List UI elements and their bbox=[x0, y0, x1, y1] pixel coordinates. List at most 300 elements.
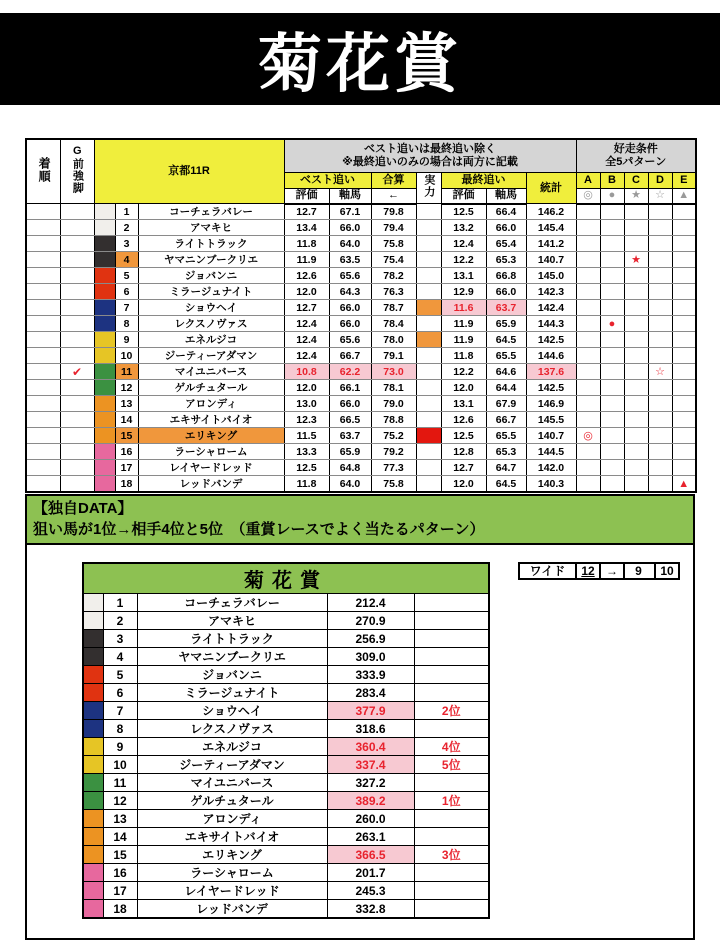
final-axis-value: 64.6 bbox=[486, 364, 526, 380]
col-header-cond-a: A bbox=[576, 173, 600, 189]
g-mae-cell bbox=[60, 220, 94, 236]
condition-mark-cell-d bbox=[648, 268, 672, 284]
horse-number: 10 bbox=[103, 756, 137, 774]
condition-mark-cell-b bbox=[600, 284, 624, 300]
horse-name: アマキヒ bbox=[138, 220, 284, 236]
power-flag-cell bbox=[416, 236, 441, 252]
final-axis-value: 66.0 bbox=[486, 220, 526, 236]
finish-order-cell bbox=[26, 460, 60, 476]
condition-mark-cell-d bbox=[648, 380, 672, 396]
frame-color-swatch bbox=[94, 220, 115, 236]
data-value: 333.9 bbox=[327, 666, 414, 684]
finish-order-cell bbox=[26, 220, 60, 236]
horse-number: 5 bbox=[103, 666, 137, 684]
best-axis-value: 62.2 bbox=[329, 364, 371, 380]
best-axis-value: 65.6 bbox=[329, 268, 371, 284]
horse-number: 13 bbox=[115, 396, 138, 412]
horse-row bbox=[26, 444, 696, 460]
finish-order-cell bbox=[26, 380, 60, 396]
best-axis-value: 66.0 bbox=[329, 316, 371, 332]
power-flag-cell bbox=[416, 204, 441, 220]
best-eval-value: 12.0 bbox=[284, 284, 329, 300]
horse-number: 15 bbox=[103, 846, 137, 864]
frame-color-swatch bbox=[83, 864, 103, 882]
final-axis-value: 65.5 bbox=[486, 348, 526, 364]
final-eval-value: 12.7 bbox=[441, 460, 486, 476]
cond-symbol-c: ★ bbox=[624, 189, 648, 204]
horse-number: 7 bbox=[103, 702, 137, 720]
condition-mark-cell-b bbox=[600, 364, 624, 380]
condition-mark-cell-c bbox=[624, 252, 648, 268]
horse-number: 16 bbox=[103, 864, 137, 882]
g-mae-cell bbox=[60, 428, 94, 444]
condition-mark-cell-e bbox=[672, 476, 696, 493]
condition-mark-cell-b bbox=[600, 332, 624, 348]
condition-mark-cell-d bbox=[648, 476, 672, 493]
condition-mark-cell-c bbox=[624, 236, 648, 252]
condition-mark-cell-c bbox=[624, 316, 648, 332]
rank-label bbox=[414, 684, 489, 702]
frame-color-swatch bbox=[94, 316, 115, 332]
horse-name: ジーティーアダマン bbox=[138, 348, 284, 364]
wide-bet-box bbox=[518, 562, 680, 580]
wide-from-number: 12 bbox=[575, 562, 601, 580]
frame-color-swatch bbox=[94, 412, 115, 428]
horse-number: 9 bbox=[115, 332, 138, 348]
g-mae-cell bbox=[60, 396, 94, 412]
data-table-body bbox=[83, 594, 489, 919]
power-flag-cell bbox=[416, 332, 441, 348]
horse-number: 16 bbox=[115, 444, 138, 460]
cond-symbol-b: ● bbox=[600, 189, 624, 204]
frame-color-swatch bbox=[83, 666, 103, 684]
horse-name: ゲルチュタール bbox=[138, 380, 284, 396]
original-data-header bbox=[27, 496, 693, 545]
condition-line1: 好走条件 bbox=[613, 143, 658, 156]
final-axis-value: 65.5 bbox=[486, 428, 526, 444]
best-eval-value: 12.4 bbox=[284, 332, 329, 348]
final-axis-value: 64.5 bbox=[486, 332, 526, 348]
main-analysis-table bbox=[25, 138, 697, 493]
original-data-subtitle: 狙い馬が1位→相手4位と5位 （重賞レースでよく当たるパターン） bbox=[33, 521, 485, 538]
rank-label bbox=[414, 774, 489, 792]
col-header-final-eval: 評価 bbox=[441, 189, 486, 204]
frame-color-swatch bbox=[83, 900, 103, 919]
condition-mark-cell-b bbox=[600, 268, 624, 284]
original-data-title: 【独自DATA】 bbox=[33, 500, 133, 517]
horse-row bbox=[26, 252, 696, 268]
horse-number: 18 bbox=[103, 900, 137, 919]
horse-number: 14 bbox=[103, 828, 137, 846]
stats-value: 144.6 bbox=[526, 348, 576, 364]
best-axis-value: 66.1 bbox=[329, 380, 371, 396]
horse-row bbox=[26, 204, 696, 220]
horse-name: エネルジコ bbox=[137, 738, 327, 756]
rank-label: 1位 bbox=[414, 792, 489, 810]
finish-order-cell bbox=[26, 364, 60, 380]
condition-mark-cell-a bbox=[576, 412, 600, 428]
sum-value: 78.7 bbox=[371, 300, 416, 316]
stats-value: 142.4 bbox=[526, 300, 576, 316]
condition-mark-cell-e bbox=[672, 204, 696, 220]
condition-mark-cell-d bbox=[648, 332, 672, 348]
power-flag-cell bbox=[416, 252, 441, 268]
g-mae-cell bbox=[60, 300, 94, 316]
best-eval-value: 13.4 bbox=[284, 220, 329, 236]
horse-name: ショウヘイ bbox=[138, 300, 284, 316]
horse-number: 17 bbox=[115, 460, 138, 476]
best-axis-value: 63.5 bbox=[329, 252, 371, 268]
col-header-finish-order: 着順 bbox=[26, 139, 60, 204]
condition-mark-cell-e bbox=[672, 284, 696, 300]
frame-color-swatch bbox=[94, 364, 115, 380]
final-eval-value: 11.6 bbox=[441, 300, 486, 316]
condition-mark-cell-d bbox=[648, 284, 672, 300]
rank-label bbox=[414, 648, 489, 666]
horse-name: レクスノヴァス bbox=[137, 720, 327, 738]
data-table-title: 菊花賞 bbox=[83, 563, 489, 594]
g-mae-cell bbox=[60, 316, 94, 332]
condition-mark-cell-c bbox=[624, 444, 648, 460]
condition-mark-cell-d bbox=[648, 204, 672, 220]
horse-name: ヤマニンブークリエ bbox=[138, 252, 284, 268]
horse-name: ジョバンニ bbox=[138, 268, 284, 284]
horse-number: 2 bbox=[103, 612, 137, 630]
rank-label bbox=[414, 720, 489, 738]
frame-color-swatch bbox=[83, 720, 103, 738]
col-header-final-axis: 軸馬 bbox=[486, 189, 526, 204]
horse-row bbox=[26, 332, 696, 348]
data-row bbox=[83, 630, 489, 648]
g-mae-cell bbox=[60, 380, 94, 396]
col-header-stats: 統計 bbox=[526, 173, 576, 204]
final-eval-value: 12.8 bbox=[441, 444, 486, 460]
condition-mark-cell-d bbox=[648, 428, 672, 444]
sum-value: 75.8 bbox=[371, 476, 416, 493]
data-row bbox=[83, 612, 489, 630]
horse-number: 11 bbox=[103, 774, 137, 792]
final-eval-value: 12.2 bbox=[441, 252, 486, 268]
condition-mark-cell-c bbox=[624, 332, 648, 348]
horse-number: 7 bbox=[115, 300, 138, 316]
best-eval-value: 11.5 bbox=[284, 428, 329, 444]
best-eval-value: 12.3 bbox=[284, 412, 329, 428]
frame-color-swatch bbox=[83, 792, 103, 810]
condition-mark-cell-a bbox=[576, 460, 600, 476]
frame-color-swatch bbox=[83, 612, 103, 630]
horse-row bbox=[26, 348, 696, 364]
final-eval-value: 12.9 bbox=[441, 284, 486, 300]
data-row bbox=[83, 666, 489, 684]
best-axis-value: 64.0 bbox=[329, 476, 371, 493]
final-eval-value: 12.2 bbox=[441, 364, 486, 380]
frame-color-swatch bbox=[94, 332, 115, 348]
horse-name: エリキング bbox=[137, 846, 327, 864]
frame-color-swatch bbox=[94, 268, 115, 284]
condition-mark-cell-d bbox=[648, 220, 672, 236]
horse-row bbox=[26, 380, 696, 396]
finish-order-cell bbox=[26, 236, 60, 252]
finish-order-cell bbox=[26, 412, 60, 428]
condition-mark-cell-b bbox=[600, 428, 624, 444]
rank-label: 3位 bbox=[414, 846, 489, 864]
data-value: 212.4 bbox=[327, 594, 414, 612]
final-axis-value: 65.9 bbox=[486, 316, 526, 332]
g-mae-cell bbox=[60, 476, 94, 493]
final-axis-value: 67.9 bbox=[486, 396, 526, 412]
horse-row bbox=[26, 428, 696, 444]
stats-value: 140.7 bbox=[526, 428, 576, 444]
final-axis-value: 66.7 bbox=[486, 412, 526, 428]
horse-number: 12 bbox=[103, 792, 137, 810]
horse-name: ミラージュナイト bbox=[138, 284, 284, 300]
horse-name: コーチェラバレー bbox=[137, 594, 327, 612]
frame-color-swatch bbox=[83, 648, 103, 666]
rank-label bbox=[414, 828, 489, 846]
best-eval-value: 11.9 bbox=[284, 252, 329, 268]
power-flag-cell bbox=[416, 412, 441, 428]
frame-color-swatch bbox=[94, 428, 115, 444]
condition-mark-cell-a bbox=[576, 220, 600, 236]
final-eval-value: 12.0 bbox=[441, 380, 486, 396]
col-header-best-axis: 軸馬 bbox=[329, 189, 371, 204]
final-axis-value: 66.8 bbox=[486, 268, 526, 284]
condition-mark-cell-a bbox=[576, 396, 600, 412]
final-axis-value: 65.4 bbox=[486, 236, 526, 252]
horse-number: 3 bbox=[103, 630, 137, 648]
condition-mark-cell-a bbox=[576, 252, 600, 268]
wide-label: ワイド bbox=[518, 562, 577, 580]
data-row bbox=[83, 882, 489, 900]
rank-label bbox=[414, 594, 489, 612]
g-mae-cell bbox=[60, 252, 94, 268]
g-mae-cell bbox=[60, 364, 94, 380]
check-icon: ✔ bbox=[71, 364, 83, 379]
condition-mark-cell-d bbox=[648, 316, 672, 332]
data-row bbox=[83, 756, 489, 774]
data-row bbox=[83, 810, 489, 828]
condition-mark-cell-a bbox=[576, 428, 600, 444]
frame-color-swatch bbox=[94, 348, 115, 364]
stats-value: 142.5 bbox=[526, 380, 576, 396]
horse-number: 9 bbox=[103, 738, 137, 756]
horse-number: 4 bbox=[103, 648, 137, 666]
col-header-best-eval: 評価 bbox=[284, 189, 329, 204]
best-eval-value: 11.8 bbox=[284, 236, 329, 252]
rank-label bbox=[414, 864, 489, 882]
horse-row bbox=[26, 396, 696, 412]
horse-number: 3 bbox=[115, 236, 138, 252]
stats-value: 137.6 bbox=[526, 364, 576, 380]
main-table-body bbox=[26, 204, 696, 493]
condition-mark-cell-e bbox=[672, 252, 696, 268]
sum-value: 78.8 bbox=[371, 412, 416, 428]
condition-mark-cell-a bbox=[576, 332, 600, 348]
data-row bbox=[83, 720, 489, 738]
frame-color-swatch bbox=[83, 756, 103, 774]
data-row bbox=[83, 594, 489, 612]
horse-name: ジーティーアダマン bbox=[137, 756, 327, 774]
best-eval-value: 13.0 bbox=[284, 396, 329, 412]
rank-label bbox=[414, 630, 489, 648]
col-header-sum: 合算 bbox=[371, 173, 416, 189]
condition-mark-cell-e bbox=[672, 348, 696, 364]
best-eval-value: 12.7 bbox=[284, 204, 329, 220]
rank-label: 2位 bbox=[414, 702, 489, 720]
rank-label: 5位 bbox=[414, 756, 489, 774]
rank-label bbox=[414, 810, 489, 828]
condition-mark-cell-d bbox=[648, 396, 672, 412]
wide-to-number-1: 9 bbox=[623, 562, 656, 580]
horse-number: 14 bbox=[115, 412, 138, 428]
condition-mark-icon: ● bbox=[608, 317, 616, 330]
condition-mark-cell-c bbox=[624, 476, 648, 493]
frame-color-swatch bbox=[83, 684, 103, 702]
best-axis-value: 63.7 bbox=[329, 428, 371, 444]
sum-value: 79.4 bbox=[371, 220, 416, 236]
final-axis-value: 66.0 bbox=[486, 284, 526, 300]
data-row bbox=[83, 828, 489, 846]
frame-color-swatch bbox=[94, 380, 115, 396]
condition-mark-cell-d bbox=[648, 252, 672, 268]
horse-name: ヤマニンブークリエ bbox=[137, 648, 327, 666]
stats-value: 145.4 bbox=[526, 220, 576, 236]
race-name-cell: 京都11R bbox=[94, 139, 284, 204]
horse-name: レッドバンデ bbox=[137, 900, 327, 919]
condition-mark-cell-e bbox=[672, 332, 696, 348]
col-header-best: ベスト追い bbox=[284, 173, 371, 189]
data-value: 256.9 bbox=[327, 630, 414, 648]
condition-mark-cell-e bbox=[672, 396, 696, 412]
condition-mark-cell-c bbox=[624, 364, 648, 380]
finish-order-cell bbox=[26, 396, 60, 412]
g-mae-cell bbox=[60, 236, 94, 252]
condition-mark-cell-a bbox=[576, 348, 600, 364]
condition-mark-icon: ★ bbox=[631, 254, 641, 266]
frame-color-swatch bbox=[83, 828, 103, 846]
power-flag-cell bbox=[416, 460, 441, 476]
horse-number: 17 bbox=[103, 882, 137, 900]
data-value: 283.4 bbox=[327, 684, 414, 702]
best-eval-value: 13.3 bbox=[284, 444, 329, 460]
condition-mark-cell-c bbox=[624, 428, 648, 444]
power-flag-cell bbox=[416, 300, 441, 316]
frame-color-swatch bbox=[94, 252, 115, 268]
condition-mark-cell-d bbox=[648, 412, 672, 428]
condition-mark-cell-e bbox=[672, 220, 696, 236]
data-value: 327.2 bbox=[327, 774, 414, 792]
horse-number: 6 bbox=[115, 284, 138, 300]
best-eval-value: 12.7 bbox=[284, 300, 329, 316]
condition-mark-cell-c bbox=[624, 460, 648, 476]
horse-name: エキサイトバイオ bbox=[137, 828, 327, 846]
best-eval-value: 12.4 bbox=[284, 348, 329, 364]
condition-mark-cell-d bbox=[648, 236, 672, 252]
sum-value: 77.3 bbox=[371, 460, 416, 476]
best-axis-value: 65.6 bbox=[329, 332, 371, 348]
stats-value: 144.3 bbox=[526, 316, 576, 332]
data-row bbox=[83, 684, 489, 702]
final-eval-value: 11.8 bbox=[441, 348, 486, 364]
horse-name: ショウヘイ bbox=[137, 702, 327, 720]
horse-row bbox=[26, 364, 696, 380]
sum-value: 79.0 bbox=[371, 396, 416, 412]
horse-name: ゲルチュタール bbox=[137, 792, 327, 810]
frame-color-swatch bbox=[83, 594, 103, 612]
condition-mark-cell-a bbox=[576, 236, 600, 252]
condition-mark-icon: ▲ bbox=[678, 477, 690, 490]
best-eval-value: 12.5 bbox=[284, 460, 329, 476]
col-header-cond-b: B bbox=[600, 173, 624, 189]
condition-mark-icon: ◎ bbox=[583, 430, 593, 442]
g-mae-cell bbox=[60, 204, 94, 220]
best-axis-value: 64.3 bbox=[329, 284, 371, 300]
sum-value: 75.2 bbox=[371, 428, 416, 444]
horse-number: 13 bbox=[103, 810, 137, 828]
horse-number: 1 bbox=[103, 594, 137, 612]
data-row bbox=[83, 846, 489, 864]
finish-order-cell bbox=[26, 332, 60, 348]
data-value: 263.1 bbox=[327, 828, 414, 846]
data-value: 332.8 bbox=[327, 900, 414, 919]
g-mae-cell bbox=[60, 268, 94, 284]
condition-mark-cell-d bbox=[648, 364, 672, 380]
condition-mark-icon: ☆ bbox=[655, 366, 665, 378]
power-flag-cell bbox=[416, 364, 441, 380]
horse-name: マイユニバース bbox=[138, 364, 284, 380]
finish-order-cell bbox=[26, 444, 60, 460]
sum-value: 78.2 bbox=[371, 268, 416, 284]
condition-mark-cell-a bbox=[576, 204, 600, 220]
condition-mark-cell-d bbox=[648, 348, 672, 364]
best-axis-value: 64.8 bbox=[329, 460, 371, 476]
condition-mark-cell-e bbox=[672, 460, 696, 476]
finish-order-cell bbox=[26, 316, 60, 332]
horse-row bbox=[26, 460, 696, 476]
horse-row bbox=[26, 220, 696, 236]
condition-mark-cell-b bbox=[600, 252, 624, 268]
rank-label bbox=[414, 666, 489, 684]
original-data-section bbox=[25, 494, 695, 940]
col-header-cond-c: C bbox=[624, 173, 648, 189]
condition-mark-cell-a bbox=[576, 476, 600, 493]
condition-mark-cell-b bbox=[600, 300, 624, 316]
race-title: 菊花賞 bbox=[258, 28, 462, 100]
condition-mark-cell-e bbox=[672, 412, 696, 428]
data-value: 270.9 bbox=[327, 612, 414, 630]
data-value: 377.9 bbox=[327, 702, 414, 720]
best-axis-value: 66.0 bbox=[329, 396, 371, 412]
frame-color-swatch bbox=[83, 630, 103, 648]
data-value: 201.7 bbox=[327, 864, 414, 882]
wide-to-number-2: 10 bbox=[654, 562, 680, 580]
data-row bbox=[83, 864, 489, 882]
condition-mark-cell-e bbox=[672, 268, 696, 284]
best-note-cell bbox=[284, 139, 576, 173]
condition-mark-cell-b bbox=[600, 412, 624, 428]
final-eval-value: 12.0 bbox=[441, 476, 486, 493]
condition-mark-cell-c bbox=[624, 204, 648, 220]
final-axis-value: 64.5 bbox=[486, 476, 526, 493]
condition-line2: 全5パターン bbox=[605, 156, 667, 168]
sum-value: 79.8 bbox=[371, 204, 416, 220]
data-row bbox=[83, 702, 489, 720]
frame-color-swatch bbox=[94, 460, 115, 476]
best-axis-value: 65.9 bbox=[329, 444, 371, 460]
final-eval-value: 13.2 bbox=[441, 220, 486, 236]
cond-symbol-a: ◎ bbox=[576, 189, 600, 204]
final-axis-value: 64.4 bbox=[486, 380, 526, 396]
